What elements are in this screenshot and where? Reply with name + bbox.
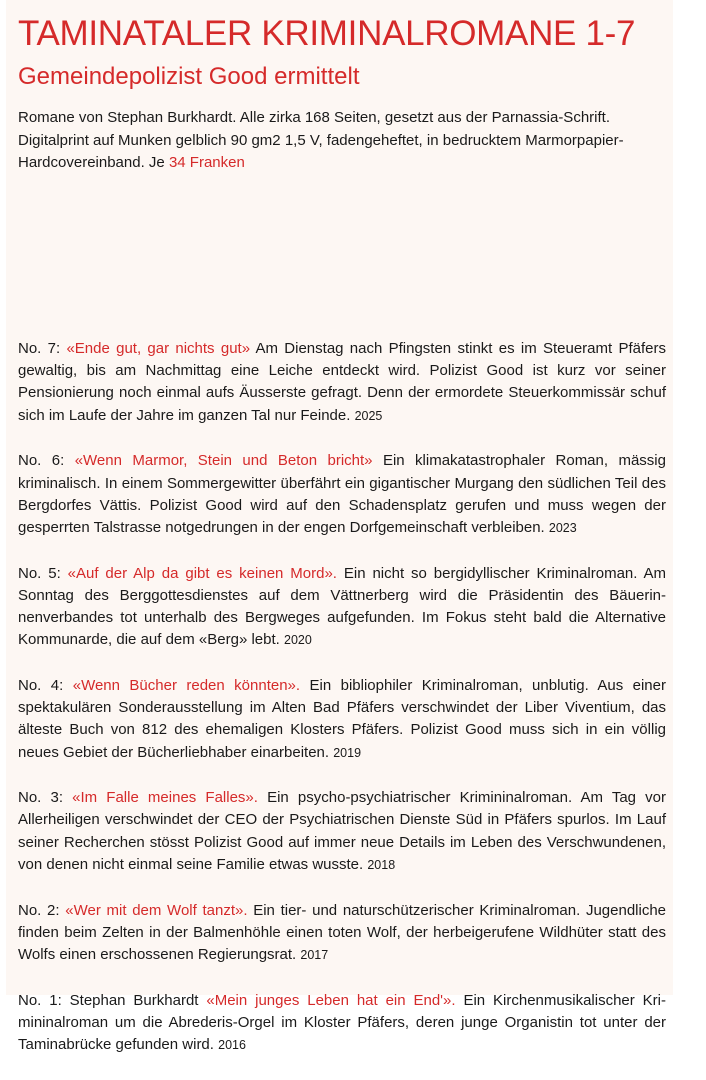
- book-year: 2016: [218, 1038, 246, 1053]
- book-entry-3: [18, 787, 666, 876]
- book-year: 2019: [333, 745, 362, 760]
- book-entry-6: [18, 450, 666, 539]
- book-number: No. 4:: [18, 676, 64, 694]
- book-number: No. 7:: [18, 340, 61, 357]
- book-year: 2017: [300, 947, 329, 962]
- page-title: TAMINATALER KRIMINALROMANE 1-7: [18, 14, 636, 53]
- price: 34 Franken: [168, 154, 245, 171]
- page-subtitle: Gemeindepolizist Good ermittelt: [18, 63, 360, 90]
- book-year: 2018: [367, 857, 396, 872]
- book-description: Ein tier- und naturschützerischer Kriminalroman. Jugendliche finden beim Zelten in der Balmenhöhle einen toten Wolf, der herbeigerufene Wildhüter statt des Wolfs einen erschossenen Regierungsrat.: [18, 901, 667, 963]
- book-description: Ein bibliophiler Kriminalroman, unblutig. Aus einer spektakulären Sonderausstellung im Alten Bad Pfäfers verschwindet der Liber Viventium, das älteste Buch von 812 des ehemaligen Klosters Pfäfers. Polizist Good muss sich in ein völlig neues Gebiet der Bücherliebhaber einarbeiten.: [18, 676, 666, 761]
- book-entry-7: [18, 338, 666, 427]
- book-year: 2025: [354, 408, 383, 423]
- book-title: «Mein junges Leben hat ein End'».: [206, 991, 456, 1009]
- book-number: No. 6:: [18, 452, 65, 470]
- book-title: «Wer mit dem Wolf tanzt».: [65, 901, 248, 919]
- catalog-page: [6, 0, 673, 1054]
- book-number: No. 5:: [18, 564, 61, 582]
- book-description: Am Dienstag nach Pfingsten stinkt es im Steueramt Pfäfers gewaltig, bis am Nachmittag eine Leiche entdeckt wird. Polizist Good ist kurz vor seiner Pensionierung noch einmal aufs Äusserste gefragt. Denn der ermordete Steuerkommissär schuf sich im Laufe der Jahre im ganzen Tal nur Feinde.: [18, 340, 666, 424]
- book-title: «Wenn Marmor, Stein und Beton bricht»: [74, 452, 373, 470]
- book-year: 2023: [548, 520, 577, 535]
- book-title: «Wenn Bücher reden könnten».: [72, 676, 301, 694]
- book-entry-4: [18, 675, 666, 764]
- book-description: Ein klimakatastrophaler Roman, mässig kriminalisch. In einem Sommergewitter überfährt ein gigantischer Murgang den südlichen Teil des Bergdorfes Vättis. Polizist Good wird auf den Schadensplatz gerufen und muss wegen der gesperrten Talstrasse notgedrungen in der engen Dorfgemeinschaft verbleiben.: [18, 452, 666, 536]
- book-list: [18, 338, 666, 1080]
- book-description: Ein nicht so bergidyllischer Kriminalroman. Am Sonntag des Berggottesdienstes auf dem Vättnerberg wird die Präsidentin des Bäuerinnenverbandes tot unterhalb des Bergweges aufgefunden. Im Fokus steht bald die Alternative Kommunarde, die auf dem «Berg» lebt.: [18, 564, 666, 649]
- book-number: No. 3:: [18, 789, 63, 807]
- book-title: «Ende gut, gar nichts gut»: [66, 340, 251, 357]
- book-description: Ein Kirchenmusikalischer Krimininalroman um die Abrederis-Orgel im Kloster Pfäfers, deren junge Organistin tot unter der Taminabrücke gefunden wird.: [18, 991, 666, 1054]
- book-number: No. 1: Stephan Burkhardt: [18, 991, 199, 1009]
- book-title: «Im Falle meines Falles».: [72, 789, 258, 807]
- book-entry-2: [18, 900, 666, 967]
- book-year: 2020: [284, 633, 312, 648]
- book-number: No. 2:: [18, 901, 60, 919]
- intro-text: Romane von Stephan Burkhardt. Alle zirka 168 Seiten, gesetzt aus der Parnassia-Schrift. Digitalprint auf Munken gelblich 90 gm2 1,5 V, fadengeheftet, in bedrucktem Marmorpapier-Hardcovereinband. Je: [18, 109, 624, 171]
- book-entry-5: [18, 563, 666, 652]
- book-title: «Auf der Alp da gibt es keinen Mord».: [67, 564, 337, 582]
- intro-paragraph: [18, 107, 658, 175]
- book-description: Ein psycho-psychiatrischer Krimininalroman. Am Tag vor Allerheiligen verschwindet der CEO der Psychiatrischen Dienste Süd in Pfäfers spurlos. Im Lauf seiner Recherchen stösst Polizist Good auf immer neue Details im Leben des Verschwundenen, von denen nicht einmal seine Familie etwas wusste.: [18, 789, 666, 873]
